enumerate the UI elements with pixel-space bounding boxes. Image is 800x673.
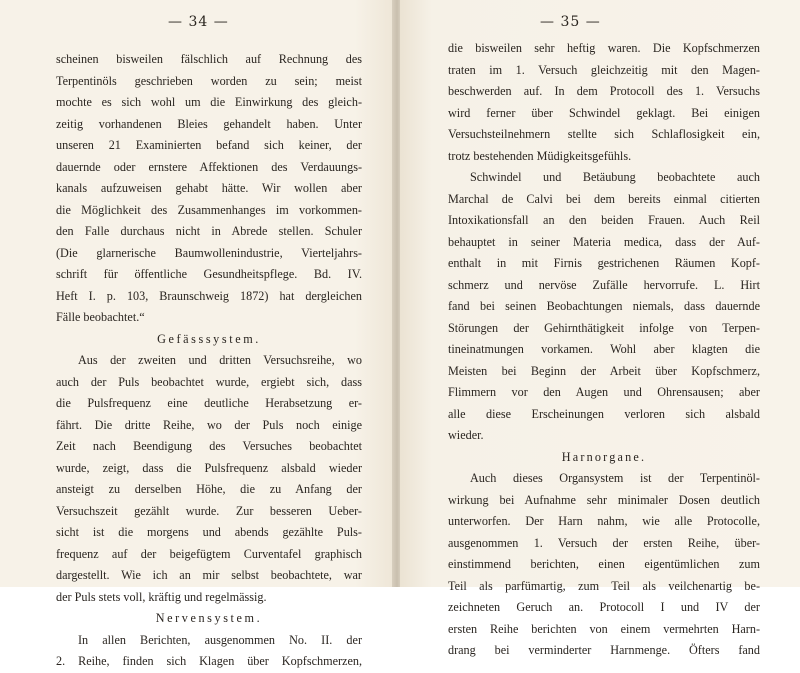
right-page-text — [448, 38, 760, 662]
text-line: 2. Reihe, finden sich Klagen über Kopfschmerzen, — [56, 654, 362, 668]
text-line: schmerz und nervöse Zufälle hervorrufe. L. Hirt — [448, 277, 760, 292]
text-line: scheinen bisweilen fälschlich auf Rechnung des — [56, 52, 362, 66]
left-page-text — [56, 49, 362, 673]
text-line: Teil als parfümartig, zum Teil als veilchenartig be- — [448, 578, 760, 593]
text-line: enthalt in mit Firnis gestrichenen Räumen Kopf- — [448, 256, 760, 270]
text-line: die Möglichkeit des Zusammenhanges im vorkommen- — [56, 202, 362, 217]
text-line: auch der Puls beobachtet wurde, ergiebt sich, dass — [56, 374, 362, 389]
text-line: sicht ist die morgens und abends gezählte Puls- — [56, 525, 362, 539]
text-line: wieder. — [448, 428, 484, 442]
text-line: frequenz auf der beigefügtem Curventafel graphisch — [56, 546, 362, 561]
text-line: (Die glarnerische Baumwollenindustrie, Vierteljahrs- — [56, 245, 362, 260]
text-line: Flimmern vor den Augen und Ohrensausen; aber — [448, 385, 760, 399]
text-line: Zeit nach Beendigung des Versuches beobachtet — [56, 439, 362, 453]
text-line: ansteigt zu derselben Höhe, die zu Anfang der — [56, 482, 362, 496]
text-line: schrift für öffentliche Gesundheitspflege. Bd. IV. — [56, 267, 362, 281]
text-line: Schwindel und Betäubung beobachtete auch — [470, 170, 760, 184]
text-line: mochte es sich wohl um die Einwirkung des gleich- — [56, 95, 362, 109]
text-line: fährt. Die dritte Reihe, wo der Puls noch einige — [56, 417, 362, 432]
text-line: ausgenommen 1. Versuch der ersten Reihe, über- — [448, 535, 760, 550]
section-heading: Harnorgane. — [561, 449, 647, 464]
text-line: drang bei verminderter Harnmenge. Öfters fand — [448, 643, 760, 657]
text-line: unterworfen. Der Harn nahm, wie alle Protocolle, — [448, 514, 760, 528]
text-line: zeichneten Geruch an. Protocoll I und IV der — [448, 600, 760, 614]
text-line: tineinatmungen vorkamen. Wohl aber klagten die — [448, 342, 760, 356]
text-line: Versuchsteilnehmern stellte sich Schlaflosigkeit ein, — [448, 127, 760, 141]
page-number-left: — 34 — — [168, 14, 229, 30]
text-line: dauernde oder ernstere Affektionen des Verdauungs- — [56, 159, 362, 174]
text-line: In allen Berichten, ausgenommen No. II. der — [78, 632, 362, 647]
text-line: wird ferner über Schwindel geklagt. Bei einigen — [448, 105, 760, 120]
text-line: die Pulsfrequenz eine deutliche Herabsetzung er- — [56, 396, 362, 410]
text-line: wurde, zeigt, dass die Pulsfrequenz alsbald wieder — [56, 460, 362, 475]
text-line: Versuchszeit gezählt wurde. Zur besseren Ueber- — [56, 503, 362, 518]
text-line: Meisten bei Beginn der Arbeit über Kopfschmerz, — [448, 363, 760, 378]
text-line: Terpentinöls geschrieben worden zu sein; meist — [56, 73, 362, 88]
page-number-right: — 35 — — [540, 14, 601, 30]
text-line: die bisweilen sehr heftig waren. Die Kopfschmerzen — [448, 41, 760, 55]
text-line: Fälle beobachtet.“ — [56, 310, 145, 324]
text-line: der Puls stets voll, kräftig und regelmässig. — [56, 589, 267, 604]
text-line: fand bei seinen Beobachtungen niemals, dass dauernde — [448, 299, 760, 313]
text-line: alle diese Erscheinungen verloren sich alsbald — [448, 406, 760, 421]
text-line: Marchal de Calvi bei dem bereits einmal citierten — [448, 191, 760, 206]
text-line: Aus der zweiten und dritten Versuchsreihe, wo — [78, 353, 362, 367]
text-line: kanals aufzuweisen gehabt hätte. Wir wollen aber — [56, 181, 362, 195]
text-line: Heft I. p. 103, Braunschweig 1872) hat dergleichen — [56, 288, 362, 303]
text-line: beschwerden auf. In dem Protocoll des 1. Versuchs — [448, 84, 760, 98]
text-line: unseren 21 Examinierten befand sich keiner, der — [56, 138, 362, 152]
section-heading: Gefässsystem. — [157, 331, 261, 346]
text-line: einstimmend berichten, einen eigentümlichen zum — [448, 557, 760, 571]
section-heading: Nervensystem. — [155, 611, 263, 625]
text-line: zeitig vorhandenen Bleies gehandelt haben. Unter — [56, 116, 362, 131]
text-line: Störungen der Gehirnthätigkeit infolge von Terpen- — [448, 320, 760, 335]
text-line: traten im 1. Versuch gleichzeitig mit den Magen- — [448, 62, 760, 77]
text-line: den Falle durchaus nicht in Abrede stellen. Schuler — [56, 224, 362, 238]
text-line: Auch dieses Organsystem ist der Terpentinöl- — [470, 471, 760, 485]
text-line: Intoxikationsfall an den beiden Frauen. Auch Reil — [448, 213, 760, 227]
text-line: trotz bestehenden Müdigkeitsgefühls. — [448, 148, 632, 163]
text-line: behauptet in seiner Materia medica, dass der Auf- — [448, 234, 760, 249]
right-page — [400, 0, 800, 657]
text-line: wirkung bei Aufnahme sehr minimaler Dosen deutlich — [448, 492, 760, 507]
text-line: ersten Reihe berichten von einem vermehrten Harn- — [448, 621, 760, 636]
left-page — [0, 0, 394, 668]
text-line: dargestellt. Wie ich an mir selbst beobachtete, war — [56, 568, 362, 582]
